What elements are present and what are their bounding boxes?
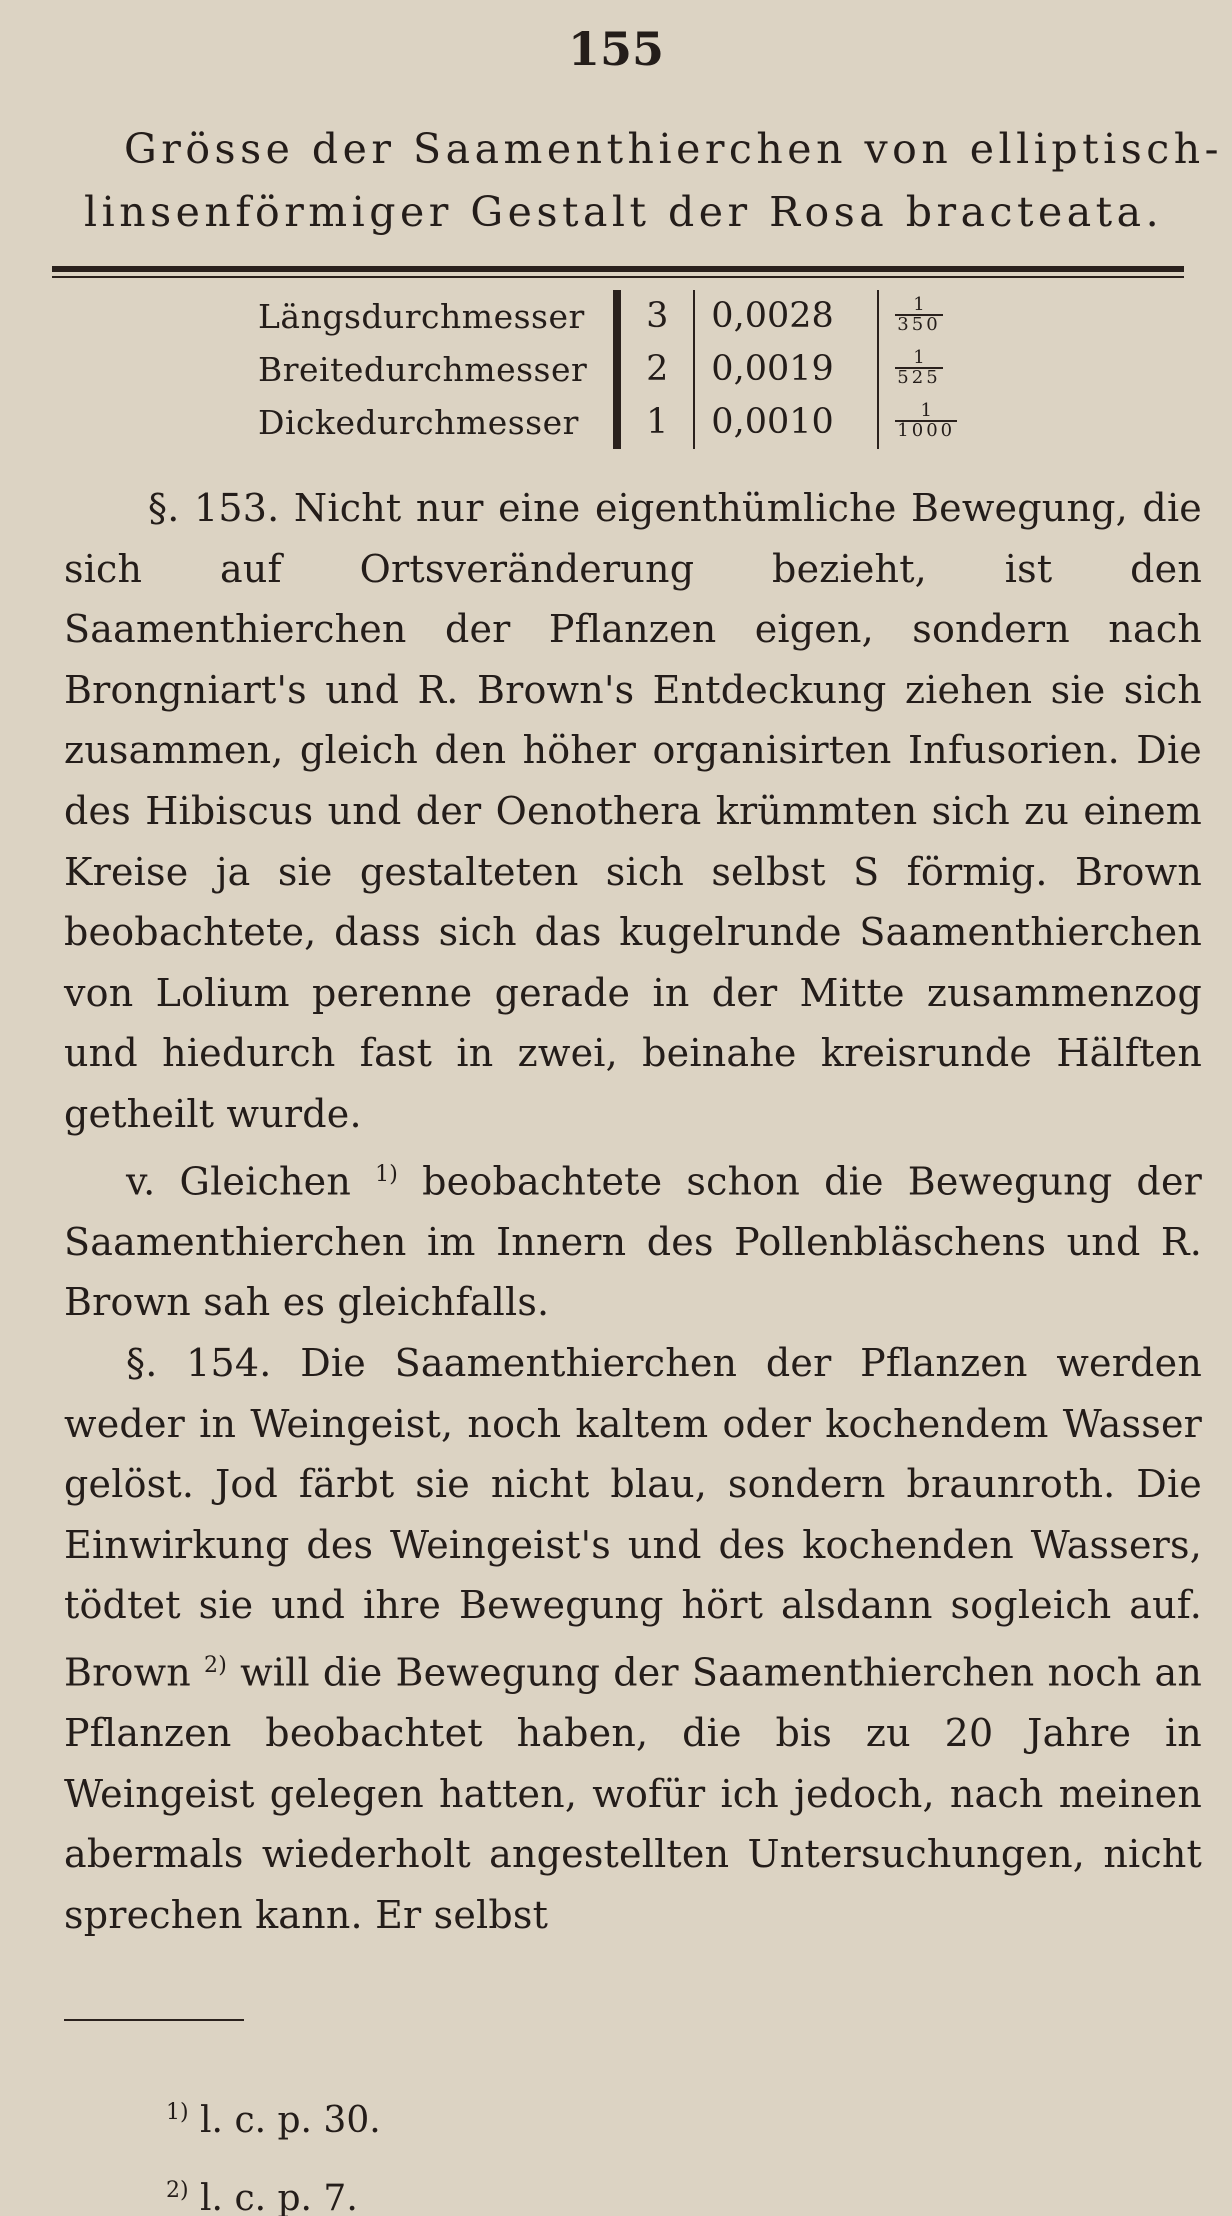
heading-rule bbox=[52, 266, 1184, 272]
page-number: 155 bbox=[567, 22, 665, 76]
fraction-numerator: 1 bbox=[913, 294, 925, 315]
row-fraction bbox=[878, 290, 973, 343]
footnote-1 bbox=[166, 2078, 381, 2156]
table-row bbox=[258, 290, 973, 343]
row-count: 2 bbox=[617, 343, 694, 396]
fraction-denominator: 350 bbox=[897, 314, 941, 335]
row-fraction bbox=[878, 396, 973, 449]
footnote-mark: 2) bbox=[166, 2178, 189, 2203]
table-heading bbox=[84, 118, 1223, 244]
footnote-mark: 1) bbox=[166, 2100, 189, 2125]
heading-line-2: linsenförmiger Gestalt der Rosa bracteata. bbox=[84, 188, 1164, 236]
paragraph-153: §. 153. Nicht nur eine eigenthümliche Bewegung, die sich auf Ortsveränderung bezieht, ist den Saamenthierchen der Pflanzen eigen, sondern nach Brongniart's und R. Brown's Entdeckung ziehen sie sich zusammen, gleich den höher organisirten Infusorien. Die des Hibiscus und der Oenothera krümmten sich zu einem Kreise ja sie gestalteten sich selbst S förmig. Brown beobachtete, dass sich das kugelrunde Saamenthierchen von Lolium perenne gerade in der Mitte zusammenzog und hiedurch fast in zwei, beinahe kreisrunde Hälften getheilt wurde. bbox=[64, 486, 1202, 1136]
table-row bbox=[258, 396, 973, 449]
body-text bbox=[64, 478, 1202, 1946]
footnote-ref-2: 2) bbox=[204, 1652, 228, 1678]
footnote-ref-1: 1) bbox=[375, 1161, 399, 1187]
footnote-text: l. c. p. 30. bbox=[188, 2100, 381, 2141]
fraction-numerator: 1 bbox=[913, 347, 925, 368]
row-label: Längsdurchmesser bbox=[258, 297, 585, 336]
row-value: 0,0028 bbox=[694, 290, 878, 343]
paragraph-gleichen bbox=[64, 1145, 1202, 1333]
footnote-2 bbox=[166, 2156, 381, 2216]
paragraph-text: v. Gleichen bbox=[126, 1159, 351, 1204]
paragraph-text: §. 154. Die Saamenthierchen der Pflanzen werden weder in Weingeist, noch kaltem oder kochendem Wasser gelöst. Jod färbt sie nicht blau, sondern braunroth. Die Einwirkung des Weingeist's und des kochenden Wassers, tödtet sie und ihre Bewegung hört alsdann sogleich auf. Brown bbox=[64, 1340, 1202, 1695]
paragraph-text: beobachtete schon die Bewegung der Saamenthierchen im Innern des Pollenbläschens und R. Brown sah es gleichfalls. bbox=[64, 1159, 1203, 1325]
footnote-text: l. c. p. 7. bbox=[188, 2178, 358, 2216]
fraction-denominator: 525 bbox=[897, 367, 941, 388]
fraction-denominator: 1000 bbox=[897, 420, 956, 441]
paragraph-154 bbox=[64, 1333, 1202, 1946]
row-label: Breitedurchmesser bbox=[258, 350, 588, 389]
table-row bbox=[258, 343, 973, 396]
row-fraction bbox=[878, 343, 973, 396]
row-value: 0,0010 bbox=[694, 396, 878, 449]
row-value: 0,0019 bbox=[694, 343, 878, 396]
row-count: 1 bbox=[617, 396, 694, 449]
fraction-numerator: 1 bbox=[920, 400, 932, 421]
heading-rule-thin bbox=[52, 276, 1184, 278]
footnotes bbox=[166, 2078, 381, 2216]
heading-line-1: Grösse der Saamenthierchen von elliptisch- bbox=[124, 125, 1223, 173]
row-label: Dickedurchmesser bbox=[258, 403, 579, 442]
row-count: 3 bbox=[617, 290, 694, 343]
footnote-rule bbox=[64, 2019, 244, 2021]
paragraph-text: will die Bewegung der Saamenthierchen noch an Pflanzen beobachtet haben, die bis zu 20 Jahre in Weingeist gelegen hatten, wofür ich jedoch, nach meinen abermals wiederholt angestellten Untersuchungen, nicht sprechen kann. Er selbst bbox=[64, 1650, 1202, 1937]
measurement-table bbox=[258, 290, 973, 449]
